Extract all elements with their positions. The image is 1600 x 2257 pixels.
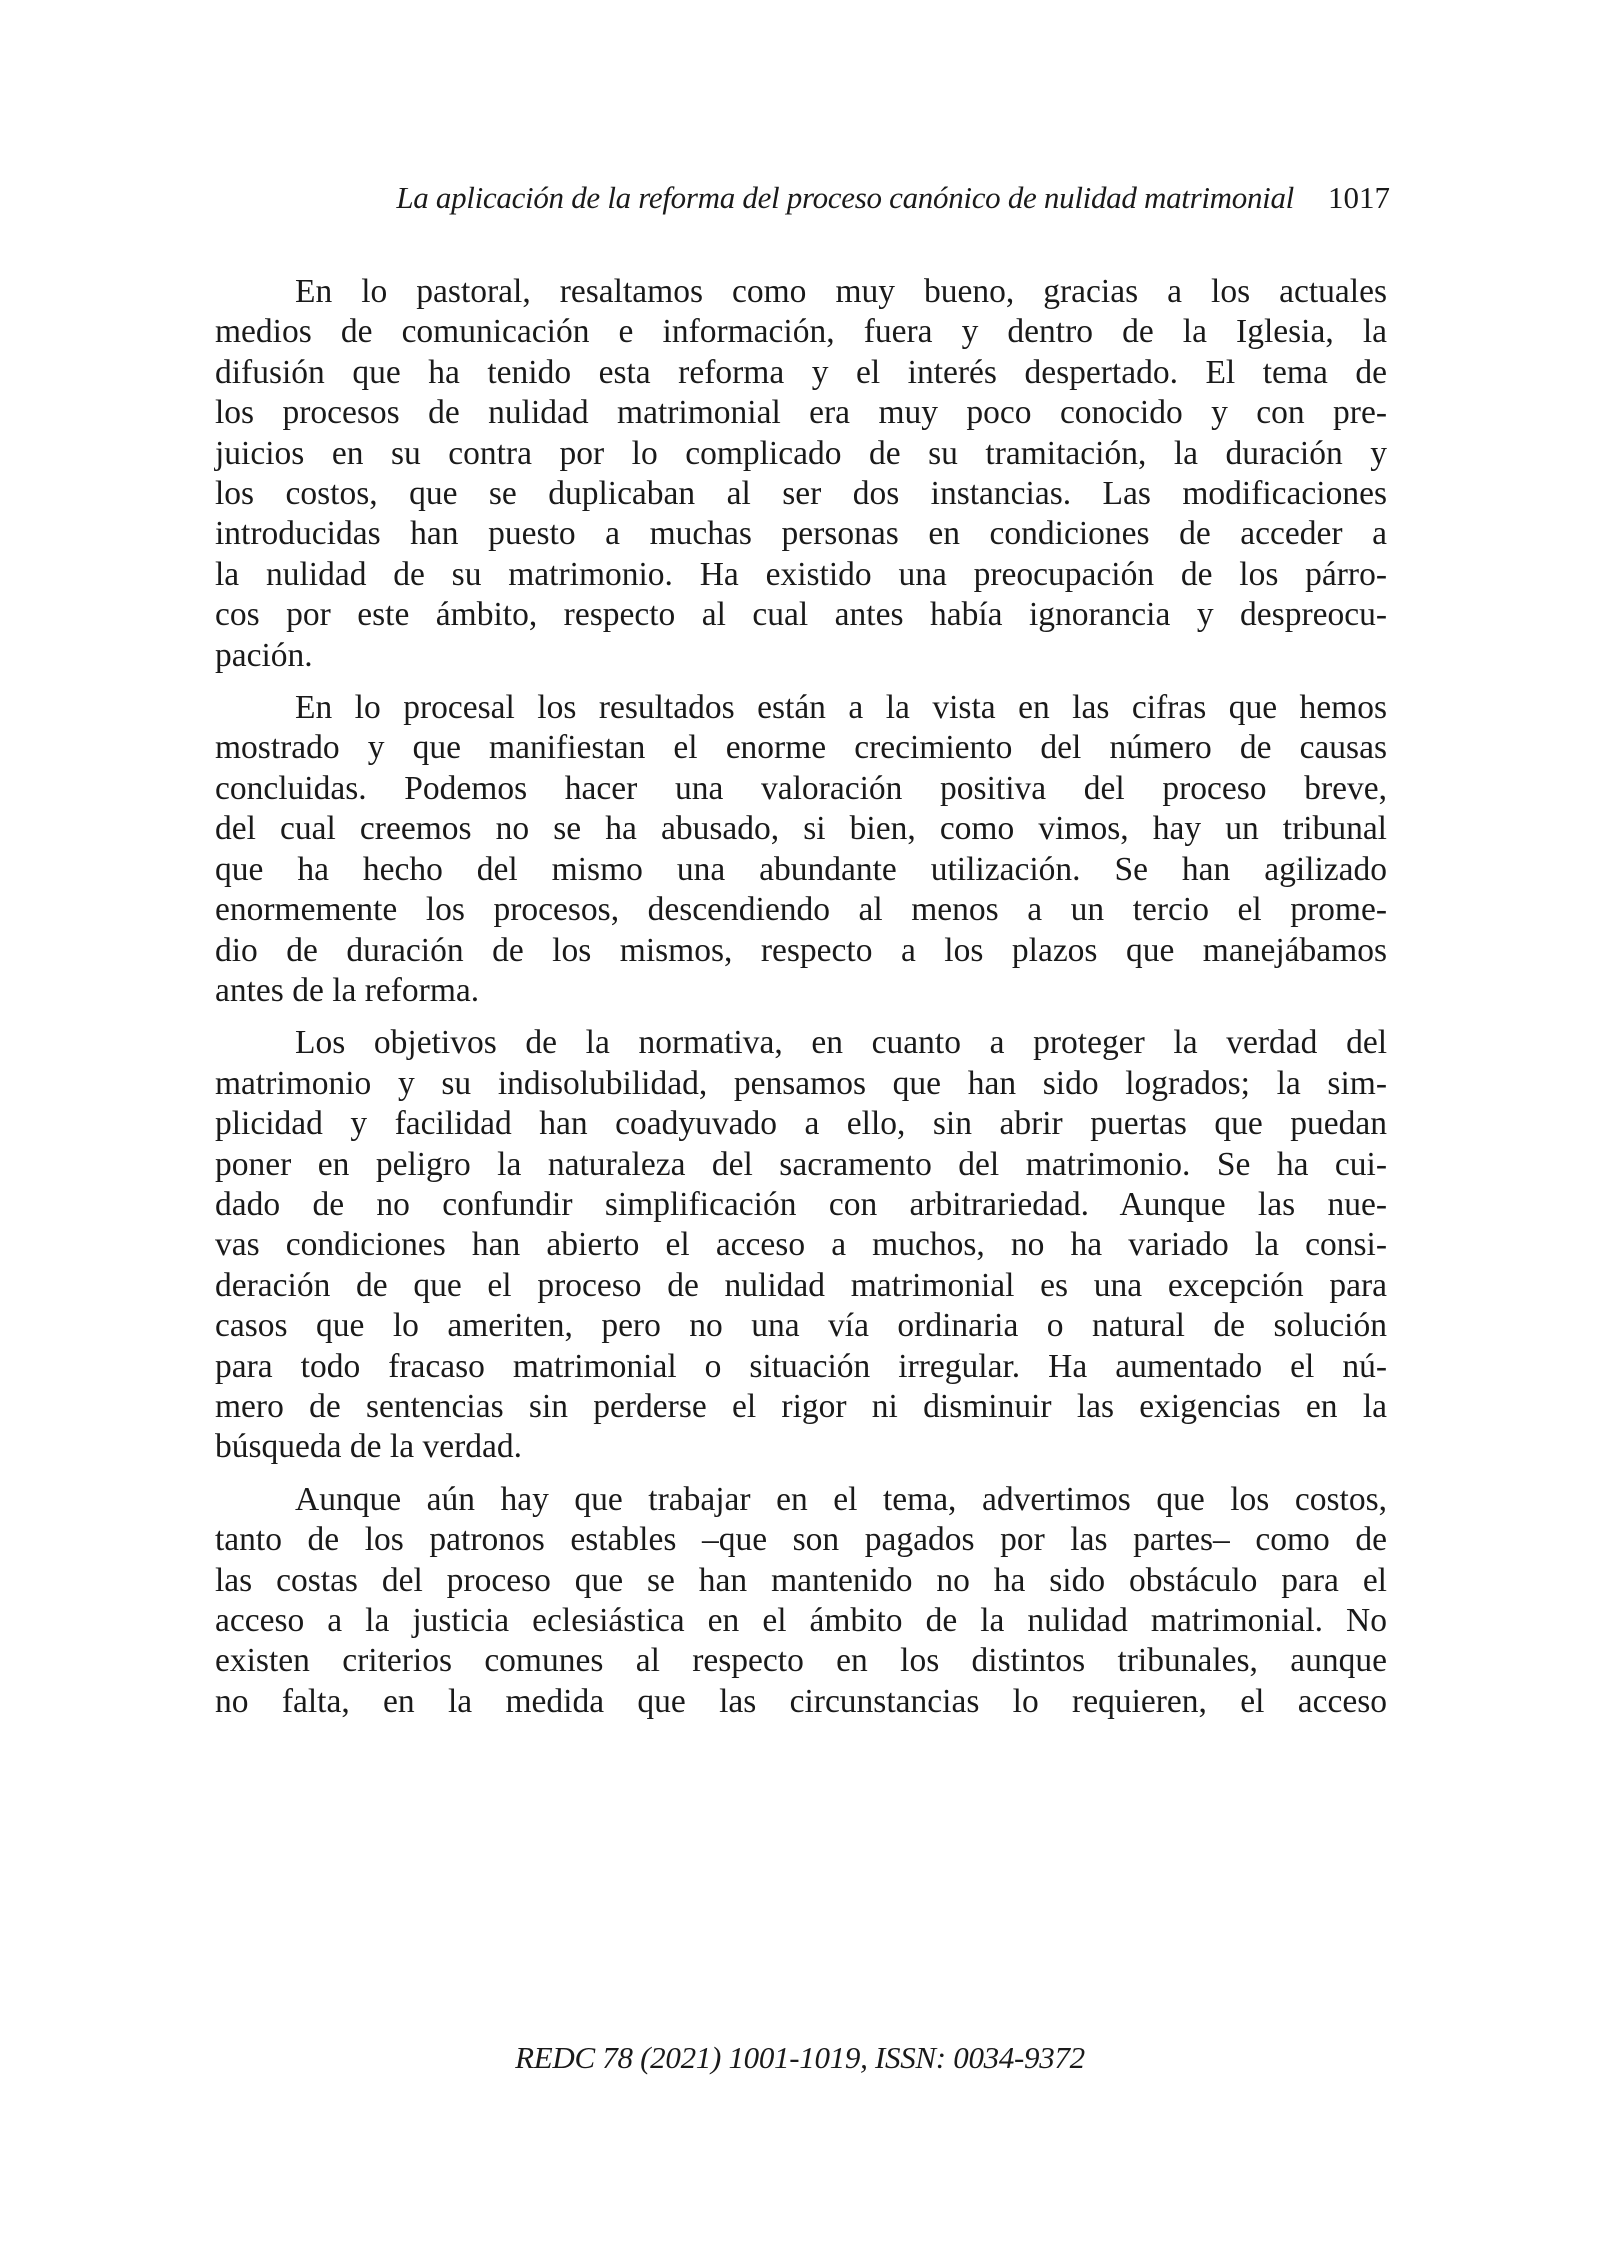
text-line: dado de no confundir simplificación con arbitrariedad. Aunque las nue- [215, 1185, 1387, 1223]
journal-citation-footer: REDC 78 (2021) 1001-1019, ISSN: 0034-9372 [515, 2040, 1085, 2075]
text-line: las costas del proceso que se han mantenido no ha sido obstáculo para el [215, 1561, 1387, 1599]
paragraph-objetivos [215, 1023, 1387, 1467]
text-line: En lo procesal los resultados están a la vista en las cifras que hemos [295, 689, 1387, 727]
text-line: deración de que el proceso de nulidad matrimonial es una excepción para [215, 1266, 1387, 1304]
text-line: Los objetivos de la normativa, en cuanto a proteger la verdad del [295, 1024, 1387, 1062]
text-line: del cual creemos no se ha abusado, si bien, como vimos, hay un tribunal [215, 810, 1387, 848]
paragraph-procesal [215, 688, 1387, 1011]
text-line: enormemente los procesos, descendiendo al menos a un tercio el prome- [215, 891, 1387, 929]
text-line: cos por este ámbito, respecto al cual antes había ignorancia y despreocu- [215, 596, 1387, 634]
text-line: juicios en su contra por lo complicado de su tramitación, la duración y [215, 434, 1387, 472]
text-line: que ha hecho del mismo una abundante utilización. Se han agilizado [215, 850, 1387, 888]
text-line: Aunque aún hay que trabajar en el tema, advertimos que los costos, [295, 1480, 1387, 1518]
body-text [215, 272, 1387, 1734]
text-line: para todo fracaso matrimonial o situación irregular. Ha aumentado el nú- [215, 1347, 1387, 1385]
text-line: acceso a la justicia eclesiástica en el ámbito de la nulidad matrimonial. No [215, 1602, 1387, 1639]
text-line: tanto de los patronos estables –que son pagados por las partes– como de [215, 1521, 1387, 1559]
text-line: En lo pastoral, resaltamos como muy bueno, gracias a los actuales [295, 273, 1387, 310]
text-line: medios de comunicación e información, fuera y dentro de la Iglesia, la [215, 313, 1387, 351]
running-title: La aplicación de la reforma del proceso canónico de nulidad matrimonial [396, 180, 1294, 215]
text-line: concluidas. Podemos hacer una valoración positiva del proceso breve, [215, 769, 1387, 807]
text-line: mostrado y que manifiestan el enorme crecimiento del número de causas [215, 729, 1387, 767]
text-line: pación. [215, 636, 313, 674]
text-line: la nulidad de su matrimonio. Ha existido una preocupación de los párro- [215, 555, 1387, 593]
page-number: 1017 [1328, 180, 1390, 215]
text-line: poner en peligro la naturaleza del sacramento del matrimonio. Se ha cui- [215, 1145, 1387, 1183]
text-line: existen criterios comunes al respecto en los distintos tribunales, aunque [215, 1642, 1387, 1680]
text-line: no falta, en la medida que las circunstancias lo requieren, el acceso [215, 1682, 1387, 1720]
text-line: vas condiciones han abierto el acceso a muchos, no ha variado la consi- [215, 1226, 1387, 1264]
text-line: difusión que ha tenido esta reforma y el interés despertado. El tema de [215, 353, 1387, 391]
text-line: plicidad y facilidad han coadyuvado a ello, sin abrir puertas que puedan [215, 1105, 1387, 1143]
text-line: casos que lo ameriten, pero no una vía ordinaria o natural de solución [215, 1307, 1387, 1345]
text-line: antes de la reforma. [215, 971, 480, 1009]
running-header [300, 180, 1390, 224]
text-line: búsqueda de la verdad. [215, 1428, 522, 1466]
paragraph-pastoral [215, 272, 1387, 676]
text-line: mero de sentencias sin perderse el rigor ni disminuir las exigencias en la [215, 1387, 1387, 1425]
text-line: los procesos de nulidad matrimonial era muy poco conocido y con pre- [215, 394, 1387, 432]
text-line: los costos, que se duplicaban al ser dos instancias. Las modificaciones [215, 475, 1387, 513]
text-line: matrimonio y su indisolubilidad, pensamos que han sido logrados; la sim- [215, 1064, 1387, 1102]
text-line: introducidas han puesto a muchas personas en condiciones de acceder a [215, 515, 1387, 553]
text-line: dio de duración de los mismos, respecto a los plazos que manejábamos [215, 931, 1387, 969]
paragraph-costos [215, 1480, 1387, 1722]
